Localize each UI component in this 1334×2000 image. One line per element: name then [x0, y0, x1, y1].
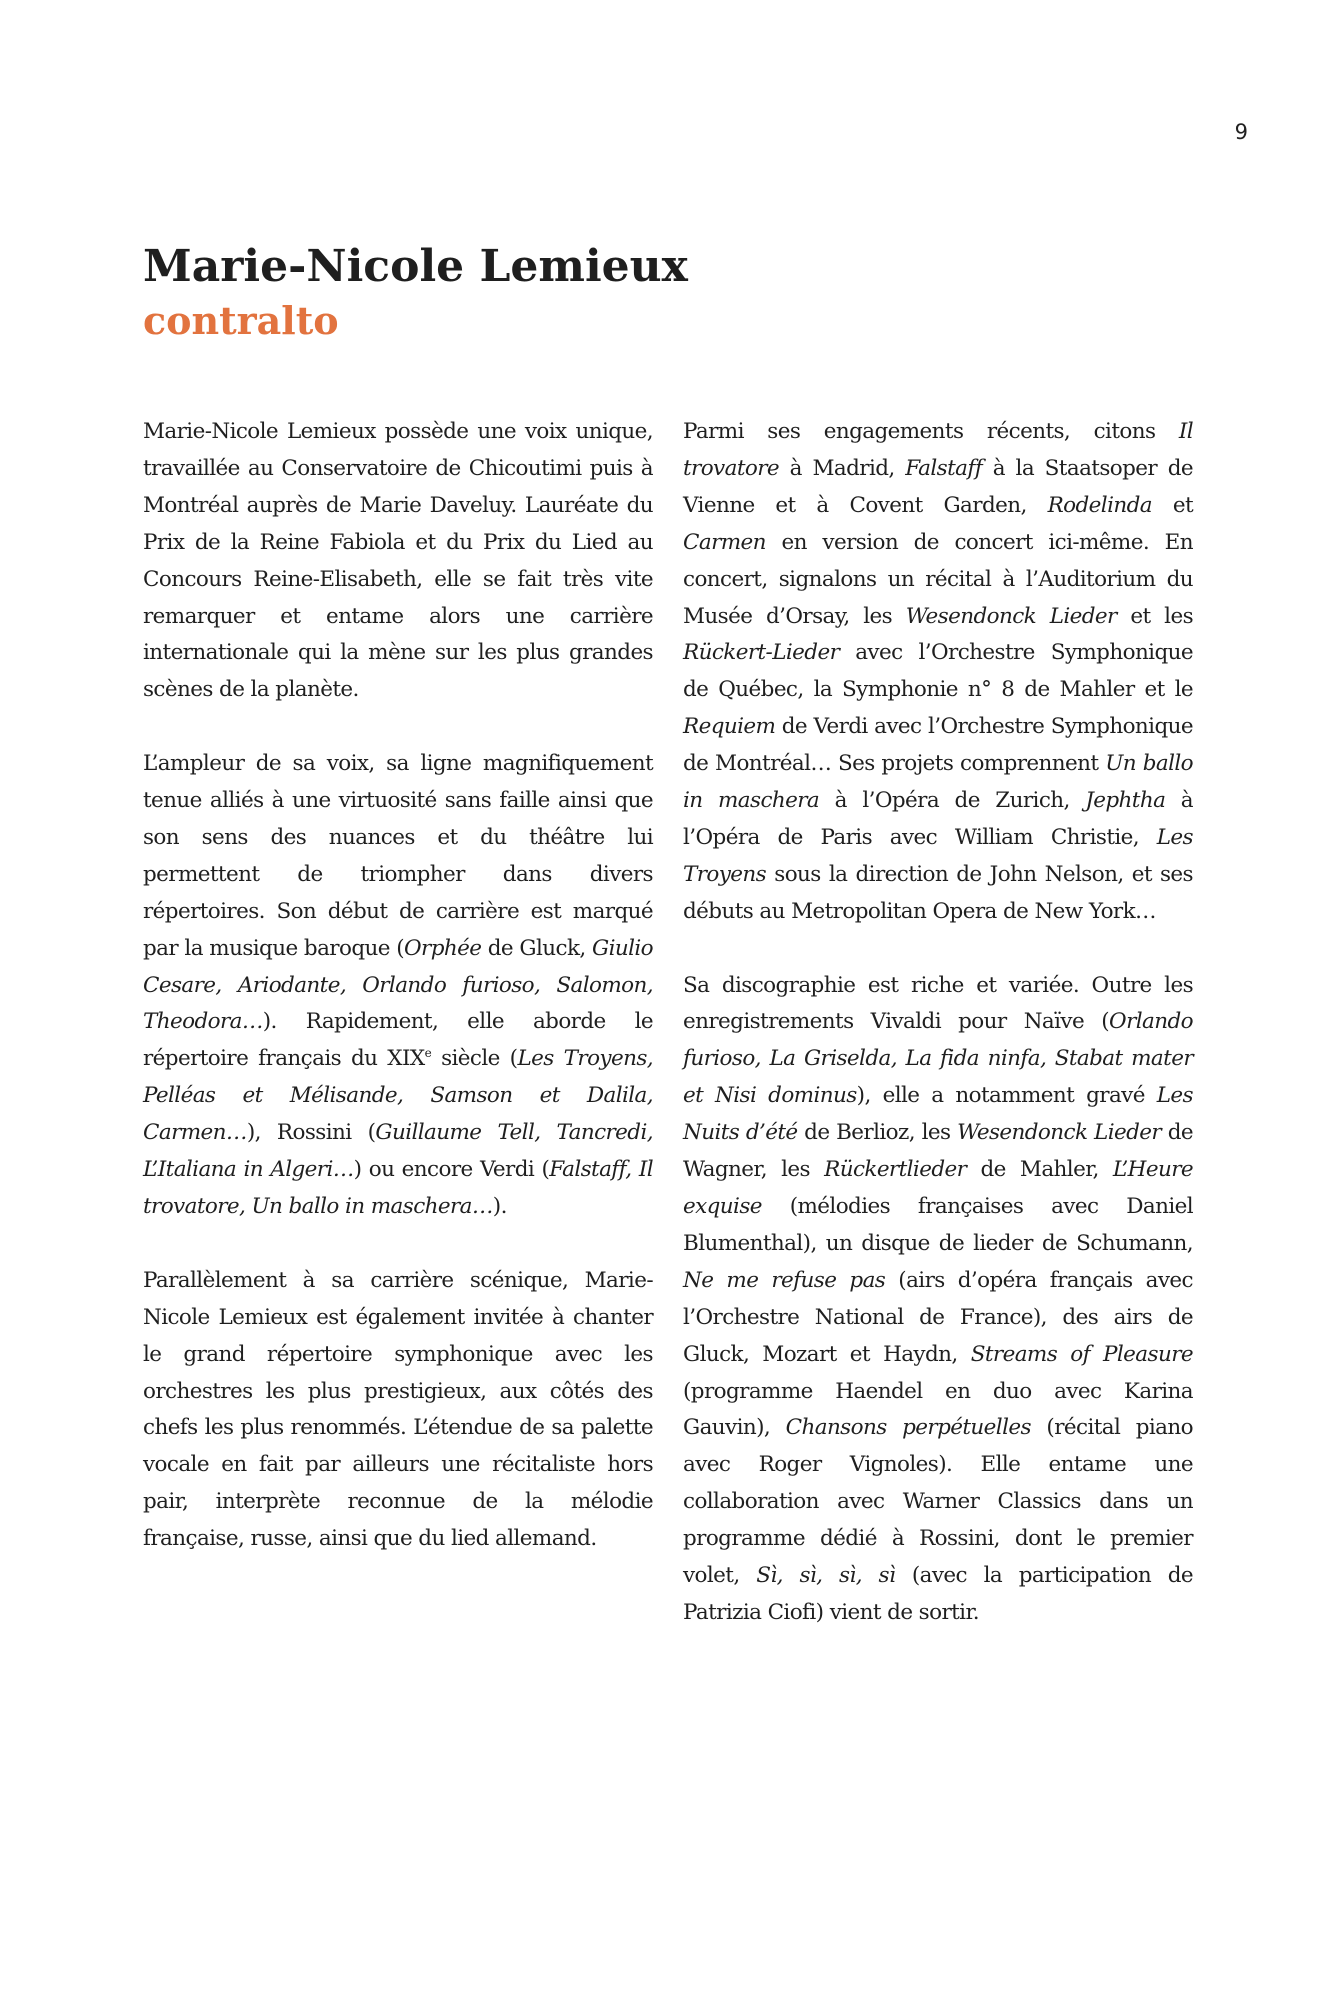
paragraph-discography: [683, 968, 1193, 1632]
text-run: ), elle a notamment gravé: [856, 1083, 1157, 1109]
italic-title: Streams of Pleasure: [970, 1341, 1193, 1367]
paragraph-engagements: [683, 414, 1193, 931]
text-run: Parmi ses engagements récents, citons: [683, 419, 1179, 444]
paragraph-repertoire: [143, 746, 653, 1226]
text-run: de Gluck,: [481, 935, 592, 961]
text-run: sous la direction de John Nelson, et ses débuts au Metropolitan Opera de New York…: [683, 861, 1193, 924]
superscript: e: [424, 1046, 432, 1061]
text-run: avec l’Orchestre Symphonique de Québec, la Symphonie n° 8 de Mahler et le: [683, 640, 1193, 703]
text-run: (airs d’opéra français avec l’Orchestre National de France), des airs de Gluck, Mozart et Haydn,: [683, 1267, 1193, 1367]
voice-type-subtitle: contralto: [143, 298, 339, 343]
italic-title: Orlando furioso, La Griselda, La fida ninfa, Stabat mater et Nisi dominus: [683, 1009, 1193, 1109]
paragraph-training: [143, 414, 653, 709]
italic-title: Chansons perpétuelles: [785, 1415, 1031, 1441]
text-run: L’ampleur de sa voix, sa ligne magnifiquement tenue alliés à une virtuosité sans faille ainsi que son sens des nuances et du théâtre lui permettent de triompher dans divers répertoires. Son début de carrière est marqué par la musique baroque (: [143, 751, 653, 961]
text-run: ), Rossini (: [246, 1120, 376, 1146]
text-run: à Madrid,: [779, 455, 906, 481]
italic-title: Jephtha: [1085, 788, 1166, 814]
text-run: et: [1151, 492, 1193, 518]
text-run: de Mahler,: [966, 1157, 1113, 1183]
text-run: ) ou encore Verdi (: [353, 1157, 550, 1183]
italic-title: Guillaume Tell, Tancredi, L’Italiana in Algeri…: [143, 1120, 653, 1183]
italic-title: Falstaff: [905, 455, 983, 481]
italic-title: Il trovatore: [683, 419, 1193, 481]
text-run: de Berlioz, les: [797, 1120, 958, 1146]
italic-title: Carmen: [683, 529, 766, 555]
text-run: Parallèlement à sa carrière scénique, Marie-Nicole Lemieux est également invitée à chanter le grand répertoire symphonique avec les orchestres les plus prestigieux, aux côtés des chefs les plus renommés. L’étendue de sa palette vocale en fait par ailleurs une récitaliste hors pair, interprète reconnue de la mélodie française, russe, ainsi que du lied allemand.: [143, 1267, 653, 1552]
page-number: 9: [1234, 120, 1248, 144]
text-run: Sa discographie est riche et variée. Outre les enregistrements Vivaldi pour Naïve (: [683, 972, 1193, 1035]
text-run: de Wagner, les: [683, 1120, 1194, 1183]
italic-title: Les Nuits d’été: [683, 1083, 1193, 1146]
text-run: à l’Opéra de Paris avec William Christie,: [683, 788, 1194, 850]
italic-title: Falstaff, Il trovatore, Un ballo in maschera…: [143, 1157, 653, 1220]
text-run: en version de concert ici-même. En concert, signalons un récital à l’Auditorium du Musée d’Orsay, les: [683, 529, 1193, 629]
text-run: Marie-Nicole Lemieux possède une voix unique, travaillée au Conservatoire de Chicoutimi puis à Montréal auprès de Marie Daveluy. Lauréate du Prix de la Reine Fabiola et du Prix du Lied au Concours Reine-Elisabeth, elle se fait très vite remarquer et entame alors une carrière internationale qui la mène sur les plus grandes scènes de la planète.: [143, 419, 653, 703]
text-run: ).: [492, 1194, 507, 1220]
text-run: (programme Haendel en duo avec Karina Gauvin),: [683, 1378, 1193, 1441]
right-column: [683, 414, 1193, 1632]
italic-title: L’Heure exquise: [683, 1157, 1194, 1220]
italic-title: Sì, sì, sì, sì: [756, 1563, 896, 1589]
text-run: à l’Opéra de Zurich,: [819, 788, 1086, 814]
text-run: (avec la participation de Patrizia Ciofi) vient de sortir.: [683, 1563, 1193, 1625]
paragraph-symphonic: [143, 1263, 653, 1558]
left-column: [143, 414, 653, 1558]
italic-title: Un ballo in maschera: [683, 751, 1193, 814]
italic-title: Wesendonck Lieder: [957, 1120, 1162, 1146]
text-run: siècle (: [431, 1046, 518, 1072]
italic-title: Ne me refuse pas: [683, 1267, 886, 1293]
italic-title: Orphée: [404, 935, 482, 961]
page-title: Marie-Nicole Lemieux: [143, 241, 688, 292]
italic-title: Rückert-Lieder: [683, 640, 840, 666]
italic-title: Rodelinda: [1047, 492, 1152, 518]
text-run: (récital piano avec Roger Vignoles). Elle entame une collaboration avec Warner Classics dans un programme dédié à Rossini, dont le premier volet,: [683, 1415, 1193, 1589]
text-run: ). Rapidement, elle aborde le répertoire français du XIX: [143, 1009, 653, 1072]
text-run: et les: [1116, 603, 1194, 629]
text-run: de Verdi avec l’Orchestre Symphonique de Montréal… Ses projets comprennent: [683, 714, 1193, 777]
italic-title: Les Troyens: [683, 824, 1193, 887]
italic-title: Les Troyens, Pelléas et Mélisande, Samson et Dalila, Carmen…: [143, 1046, 654, 1146]
italic-title: Rückertlieder: [824, 1157, 967, 1183]
italic-title: Requiem: [683, 714, 776, 740]
italic-title: Giulio Cesare, Ariodante, Orlando furioso, Salomon, Theodora…: [143, 935, 653, 1035]
text-run: à la Staatsoper de Vienne et à Covent Garden,: [683, 455, 1193, 518]
text-run: (mélodies françaises avec Daniel Blumenthal), un disque de lieder de Schumann,: [683, 1194, 1193, 1256]
italic-title: Wesendonck Lieder: [905, 603, 1117, 629]
